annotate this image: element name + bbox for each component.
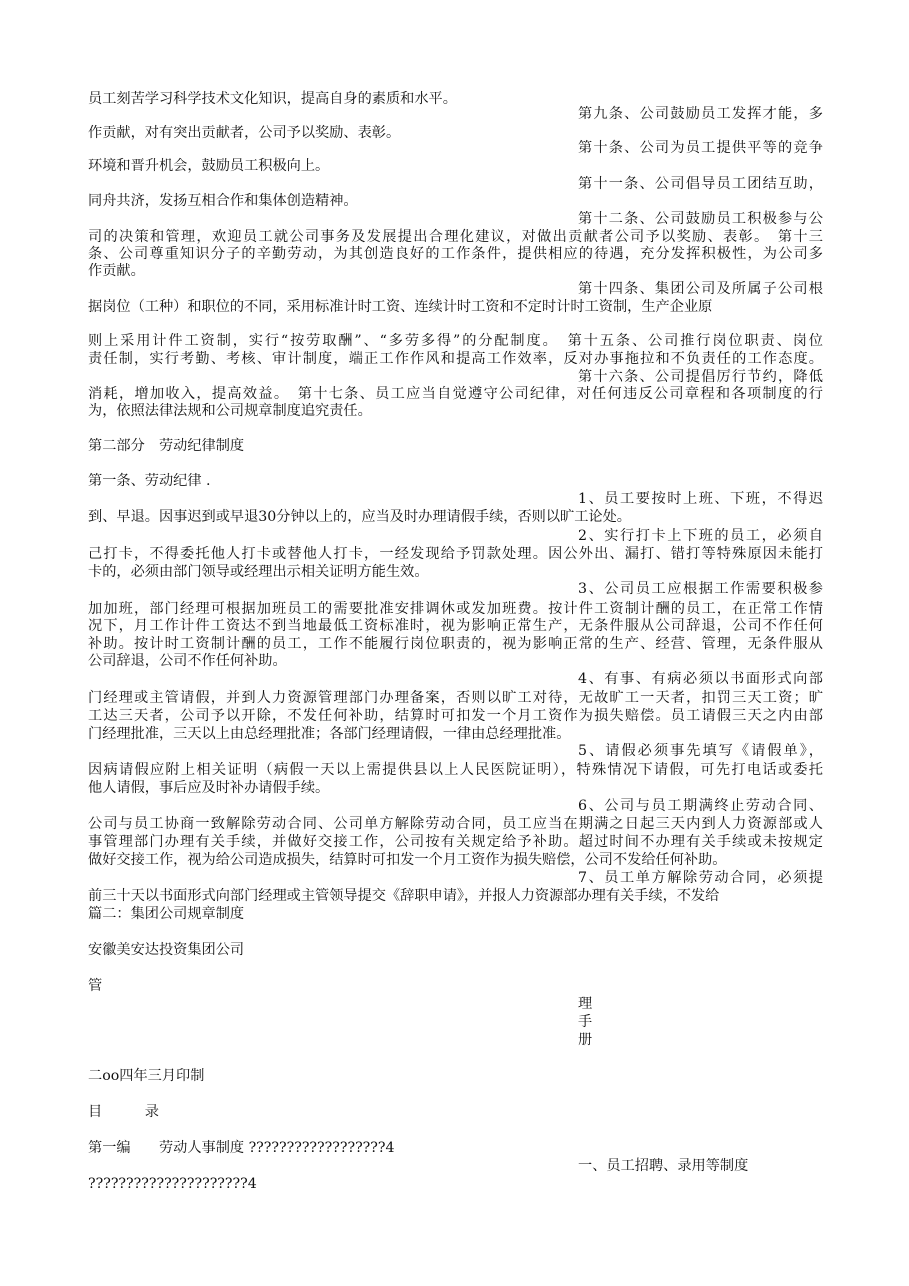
text-line: 5、请假必须事先填写《请假单》， — [578, 743, 823, 759]
text-line: 环境和晋升机会，鼓励员工积极向上。 — [88, 158, 330, 174]
text-line: 6、公司与员工期满终止劳动合同、 — [578, 798, 823, 814]
text-line: 他人请假，事后应及时补办请假手续。 — [88, 780, 330, 796]
text-line: 门经理批准，三天以上由总经理批准；各部门经理请假，一律由总经理批准。 — [88, 726, 571, 742]
text-line: 作贡献，对有突出贡献者，公司予以奖励、表彰。 — [88, 125, 401, 141]
text-line: 作贡献。 — [88, 263, 145, 279]
text-line: 门经理或主管请假，并到人力资源管理部门办理备案，否则以旷工对待，无故旷工一天者，扣罚三天工资；旷 — [88, 690, 823, 706]
toc-heading: 目 录 — [88, 1104, 159, 1120]
manual-title-char: 手 — [578, 1014, 593, 1030]
text-line: 第十六条、公司提倡厉行节约，降低 — [578, 369, 823, 385]
text-line: 前三十天以书面形式向部门经理或主管领导提交《辞职申请》，并报人力资源部办理有关手续，不发给 — [88, 888, 720, 904]
text-line: 第九条、公司鼓励员工发挥才能，多 — [578, 106, 823, 122]
section-heading: 第二部分 劳动纪律制度 — [88, 438, 245, 454]
text-line: 1、员工要按时上班、下班，不得迟 — [578, 491, 823, 507]
part-heading: 篇二：集团公司规章制度 — [88, 906, 245, 922]
text-line: 公司辞退，公司不作任何补助。 — [88, 653, 287, 669]
text-line: 第十四条、集团公司及所属子公司根 — [578, 281, 823, 297]
text-line: 消耗，增加收入，提高效益。 第十七条、员工应当自觉遵守公司纪律，对任何违反公司章程和各项制度的行 — [88, 386, 823, 402]
toc-entry: 第一编 劳动人事制度 ??????????????????4 — [88, 1140, 395, 1156]
text-line: 因病请假应附上相关证明（病假一天以上需提供县以上人民医院证明），特殊情况下请假，可先打电话或委托 — [88, 762, 823, 778]
text-line: 7、员工单方解除劳动合同，必须提 — [578, 870, 823, 886]
text-line: 3、公司员工应根据工作需要积极参 — [578, 581, 823, 597]
text-line: 司的决策和管理，欢迎员工就公司事务及发展提出合理化建议，对做出贡献者公司予以奖励、表彰。 第十三 — [88, 229, 823, 245]
text-line: 为，依照法律法规和公司规章制度追究责任。 — [88, 403, 372, 419]
text-line: 第十二条、公司鼓励员工积极参与公 — [578, 211, 823, 227]
text-line: 条、公司尊重知识分子的辛勤劳动，为其创造良好的工作条件，提供相应的待遇，充分发挥积极性，为公司多 — [88, 246, 823, 262]
text-line: 工达三天者，公司予以开除，不发任何补助，结算时可扣发一个月工资作为损失赔偿。员工请假三天之内由部 — [88, 708, 823, 724]
text-line: 第十一条、公司倡导员工团结互助， — [578, 176, 823, 192]
text-line: 则上采用计件工资制，实行“按劳取酬”、“多劳多得”的分配制度。 第十五条、公司推行岗位职责、岗位 — [88, 333, 823, 349]
manual-title-char: 理 — [578, 996, 593, 1012]
text-line: 补助。按计时工资制计酬的员工，工作不能履行岗位职责的，视为影响正常的生产、经营、管理，无条件服从 — [88, 636, 823, 652]
print-date: 二oo四年三月印制 — [88, 1068, 205, 1084]
toc-entry: ?????????????????????4 — [88, 1176, 257, 1192]
text-line: 4、有事、有病必须以书面形式向部 — [578, 671, 823, 687]
article-heading: 第一条、劳动纪律 . — [88, 473, 211, 489]
manual-title-char: 管 — [88, 978, 103, 994]
text-line: 己打卡，不得委托他人打卡或替他人打卡，一经发现给予罚款处理。因公外出、漏打、错打等特殊原因未能打 — [88, 546, 823, 562]
company-name: 安徽美安达投资集团公司 — [88, 942, 245, 958]
text-line: 2、实行打卡上下班的员工，必须自 — [578, 528, 823, 544]
text-line: 加加班，部门经理可根据加班员工的需要批准安排调休或发加班费。按计件工资制计酬的员工，在正常工作情 — [88, 601, 823, 617]
text-line: 到、早退。因事迟到或早退30分钟以上的，应当及时办理请假手续，否则以旷工论处。 — [88, 509, 631, 525]
text-line: 况下，月工作计件工资达不到当地最低工资标准时，视为影响正常生产，无条件服从公司辞退，公司不作任何 — [88, 618, 823, 634]
text-line: 第十条、公司为员工提供平等的竞争 — [578, 140, 823, 156]
text-line: 员工刻苦学习科学技术文化知识，提高自身的素质和水平。 — [88, 91, 457, 107]
text-line: 事管理部门办理有关手续，并做好交接工作，公司按有关规定给予补助。超过时间不办理有关手续或未按规定 — [88, 834, 823, 850]
text-line: 同舟共济，发扬互相合作和集体创造精神。 — [88, 193, 358, 209]
text-line: 责任制，实行考勤、考核、审计制度，端正工作作风和提高工作效率，反对办事拖拉和不负责任的工作态度。 — [88, 351, 823, 367]
text-line: 据岗位（工种）和职位的不同，采用标准计时工资、连续计时工资和不定时计时工资制，生产企业原 — [88, 299, 713, 315]
text-line: 卡的，必须由部门领导或经理出示相关证明方能生效。 — [88, 564, 429, 580]
toc-entry: 一、员工招聘、录用等制度 — [578, 1158, 749, 1174]
manual-title-char: 册 — [578, 1032, 593, 1048]
text-line: 公司与员工协商一致解除劳动合同、公司单方解除劳动合同，员工应当在期满之日起三天内到人力资源部或人 — [88, 816, 823, 832]
text-line: 做好交接工作，视为给公司造成损失，结算时可扣发一个月工资作为损失赔偿，公司不发给任何补助。 — [88, 852, 727, 868]
